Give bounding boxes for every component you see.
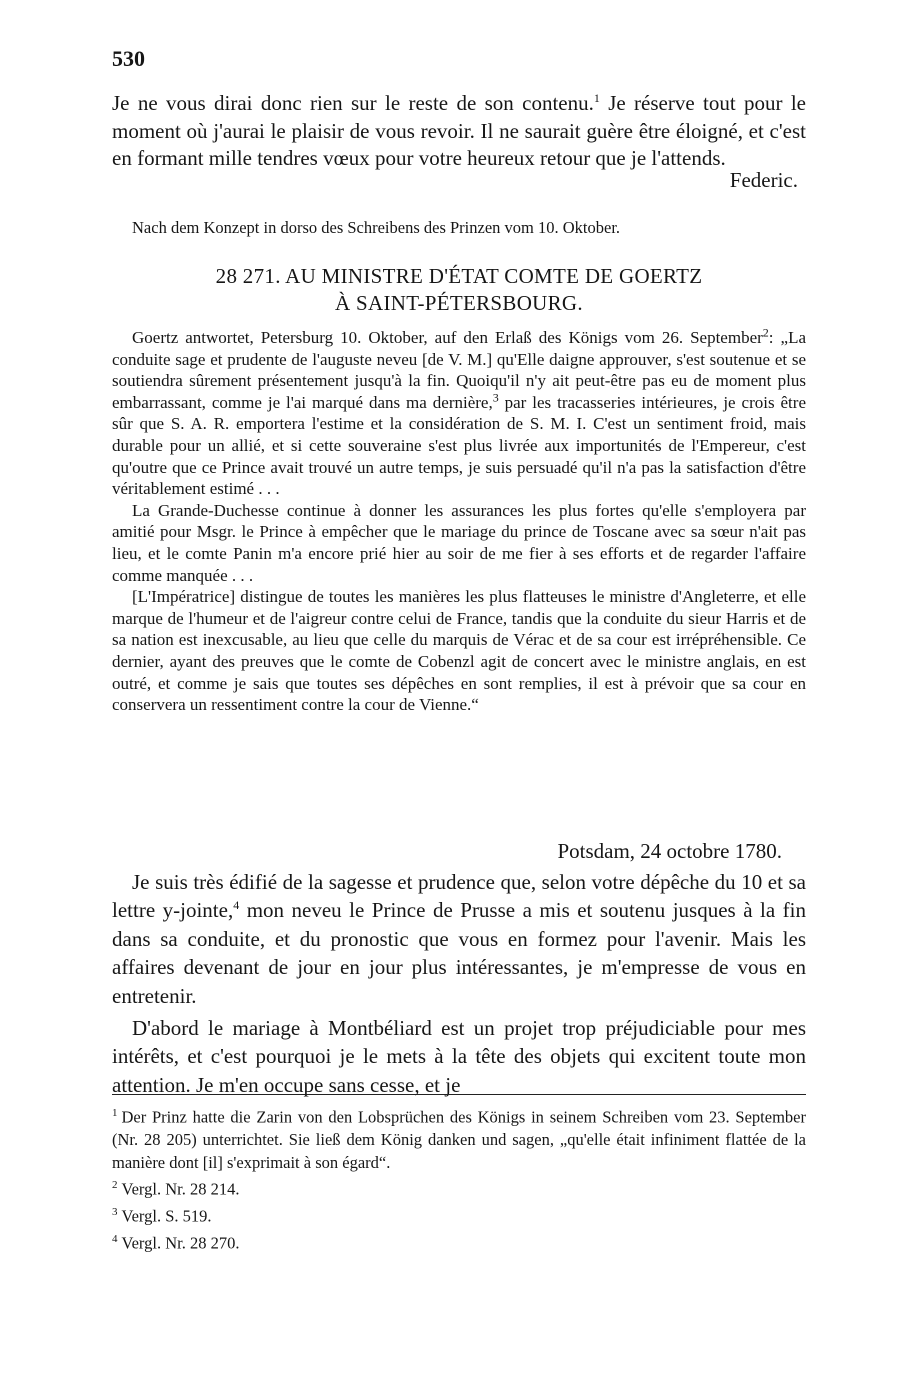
quote-text-part: : „La conduite sage et prudente de l'auguste neveu [de V. M.] qu'Elle daigne approuver, s'est soutenue et se soutiendra sûrement présentement jusqu'à la fin. Quoiqu'il n'y ait peut-être pas eu de moment plus embarrassant, comme je l'ai marqué dans ma dernière, bbox=[112, 328, 807, 412]
source-note: Nach dem Konzept in dorso des Schreibens des Prinzen vom 10. Oktober. bbox=[132, 218, 621, 237]
signature: Federic. bbox=[729, 167, 798, 192]
footnote-mark: 3 bbox=[112, 1206, 118, 1218]
letter-body bbox=[112, 868, 806, 1103]
footnote-mark: 1 bbox=[112, 1107, 118, 1119]
intro-text bbox=[112, 90, 806, 173]
letter-paragraph-2: D'abord le mariage à Montbéliard est un projet trop préjudiciable pour mes intérêts, et c'est pourquoi je le mets à la tête des objets qui excitent toute mon attention. Je m'en occupe sans cesse, et je bbox=[112, 1016, 806, 1097]
footnote-1 bbox=[112, 1102, 806, 1174]
quote-paragraph-2: La Grande-Duchesse continue à donner les assurances les plus fortes qu'elle s'employera par amitié pour Msgr. le Prince à empêcher que le mariage du prince de Toscane avec sa sœur n'ait pas lieu, et le comte Panin m'a encore prié hier au soir de me fier à ses efforts et de regarder l'affaire comme manquée . . . bbox=[112, 500, 806, 585]
footnote-3 bbox=[112, 1201, 806, 1228]
letter-text-part: Je suis très édifié de la sagesse et prudence que, selon votre dépêche du 10 et sa lettre y-jointe, bbox=[112, 870, 806, 923]
footnote-mark: 4 bbox=[112, 1233, 118, 1245]
heading-line-2: À SAINT-PÉTERSBOURG. bbox=[335, 291, 583, 315]
page-number: 530 bbox=[112, 46, 145, 71]
footnote-4 bbox=[112, 1228, 806, 1255]
footnote-ref-4[interactable]: 4 bbox=[233, 898, 240, 913]
footnotes bbox=[112, 1102, 806, 1255]
heading-line-1: 28 271. AU MINISTRE D'ÉTAT COMTE DE GOERTZ bbox=[215, 264, 703, 288]
footnote-text: Vergl. Nr. 28 270. bbox=[121, 1233, 240, 1253]
footnote-mark: 2 bbox=[112, 1179, 118, 1191]
footnote-divider bbox=[112, 1094, 806, 1095]
footnote-2 bbox=[112, 1174, 806, 1201]
footnote-text: Vergl. S. 519. bbox=[121, 1206, 212, 1226]
intro-text-part: Je réserve tout pour le moment où j'aurai le plaisir de vous revoir. Il ne saurait guère être éloigné, et c'est en formant mille tendres vœux pour votre heureux retour que je l'attends. bbox=[112, 91, 806, 170]
footnote-ref-2[interactable]: 2 bbox=[762, 325, 769, 340]
letter-paragraph-1 bbox=[112, 868, 806, 1010]
footnote-text: Vergl. Nr. 28 214. bbox=[121, 1179, 240, 1199]
dateline: Potsdam, 24 octobre 1780. bbox=[557, 839, 782, 863]
document-heading bbox=[112, 263, 806, 317]
footnote-ref-1[interactable]: 1 bbox=[593, 91, 600, 105]
intro-text-part: Je ne vous dirai donc rien sur le reste de son contenu. bbox=[112, 91, 594, 115]
quote-paragraph-3: [L'Impératrice] distingue de toutes les manières les plus flatteuses le ministre d'Angleterre, et elle marque de l'humeur et de l'aigreur contre celui de France, tandis que la conduite du sieur Harris et de sa nation est inexcusable, au lieu que celle du marquis de Vérac et de sa cour est irrépréhensible. Ce dernier, ayant des preuves que le comte de Cobenzl agit de concert avec le ministre anglais, en est outré, et comme je sais que toutes ses dépêches en sont remplies, il est à prévoir que sa cour en conservera un ressentiment contre la cour de Vienne.“ bbox=[112, 587, 806, 715]
footnote-text: Der Prinz hatte die Zarin von den Lobsprüchen des Königs in seinem Schreiben vom 23. September (Nr. 28 205) unterrichtet. Sie ließ dem König danken und sagen, „qu'elle était infiniment flattée de la manière dont [il] s'exprimait à son égard“. bbox=[112, 1107, 806, 1172]
quoted-report bbox=[112, 327, 806, 716]
letter-text-part: mon neveu le Prince de Prusse a mis et soutenu jusques à la fin dans sa conduite, et du pronostic que vous en formez pour l'avenir. Mais les affaires devenant de jour en jour plus intéressantes, je m'empresse de vous en entretenir. bbox=[112, 898, 806, 1008]
intro-paragraph bbox=[112, 90, 806, 194]
footnote-ref-3[interactable]: 3 bbox=[492, 390, 499, 405]
quote-text-part: par les tracasseries intérieures, je crois être sûr que S. A. R. emportera l'estime et la considération de S. M. I. C'est un sentiment froid, mais durable pour un allié, et si cette souveraine s'est plus livrée aux importunités de l'Empereur, c'est qu'outre que ce Prince avait trouvé un autre temps, je suis persuadé qu'il n'a pas la satisfaction d'être véritablement estimé . . . bbox=[112, 392, 806, 499]
quote-paragraph-1 bbox=[112, 327, 806, 500]
quote-text-part: Goertz antwortet, Petersburg 10. Oktober, auf den Erlaß des Königs vom 26. September bbox=[132, 328, 763, 347]
